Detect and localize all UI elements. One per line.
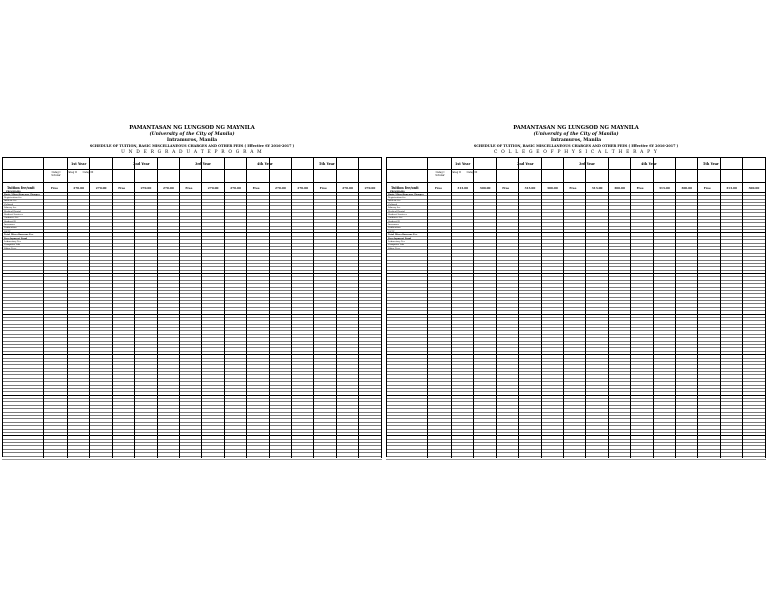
year-1-label: 1st Year: [71, 162, 87, 166]
year-header-row: [3, 158, 381, 170]
row-label: Cultural: [4, 202, 14, 206]
schedule-title: SCHEDULE OF TUITION, BASIC MISCELLANEOUS CHARGES AND OTHER FEES ( Effective SY 2016-2017 ): [473, 143, 679, 148]
category-3: Categ III: [82, 171, 94, 174]
row-label: Total Miscellaneous Fee: [388, 233, 418, 237]
year-3-label: 3rd Year: [195, 162, 211, 166]
university-location: Intramuros, Manila: [550, 137, 602, 143]
column-rule: [336, 158, 337, 458]
row-label: Laboratory Fee: [388, 239, 405, 243]
row-label: Library fee: [4, 206, 17, 210]
tuition-value: Free: [51, 186, 58, 190]
row-label: Medical/Dental: [388, 209, 405, 213]
row-label: Registration fee: [388, 195, 406, 199]
fee-schedule-right: [384, 0, 768, 594]
row-label: Student Services: [388, 212, 407, 216]
row-label: Library fee: [388, 206, 401, 210]
tuition-value: Free: [636, 186, 644, 190]
column-rule: [269, 158, 270, 458]
tuition-label: Tuition fee/unit: [391, 186, 419, 190]
fee-table: [2, 157, 382, 457]
column-rule: [585, 158, 586, 458]
column-rule: [201, 158, 202, 458]
year-2-label: 2nd Year: [133, 162, 150, 166]
tuition-value: 270.00: [73, 186, 85, 190]
year-3-label: 3rd Year: [579, 162, 595, 166]
column-rule: [179, 158, 180, 458]
tuition-value: 313.00: [457, 186, 469, 190]
tuition-value: 270.00: [364, 186, 376, 190]
tuition-value: Free: [185, 186, 193, 190]
tuition-value: 313.00: [659, 186, 670, 190]
fee-rows: [387, 193, 765, 458]
tuition-row: [3, 183, 381, 193]
table-row: [3, 453, 381, 456]
tuition-value: Free: [703, 186, 711, 190]
year-1-label: 1st Year: [455, 162, 471, 166]
category-1: Categ I Scholar: [435, 171, 445, 177]
column-rule: [43, 158, 44, 458]
tuition-value: Free: [569, 186, 577, 190]
category-2: Categ II: [67, 171, 77, 174]
tuition-value: Free: [319, 186, 327, 190]
row-label: Laboratory Fee: [4, 239, 21, 243]
column-rule: [697, 158, 698, 458]
year-5-label: 5th Year: [319, 162, 335, 166]
row-label: Development Fund: [4, 236, 28, 240]
tuition-value: 300.00: [547, 186, 558, 190]
column-rule: [224, 158, 225, 458]
column-rule: [451, 158, 452, 458]
column-rule: [381, 158, 382, 458]
year-5-label: 5th Year: [703, 162, 719, 166]
page-footer-line: [2, 459, 382, 460]
tuition-value: 270.00: [297, 186, 309, 190]
tuition-row: [387, 183, 765, 193]
column-rule: [358, 158, 359, 458]
row-label: Publication: [388, 226, 401, 230]
row-label: Development Fund: [388, 236, 412, 240]
column-rule: [653, 158, 654, 458]
row-label: Insurance: [388, 223, 400, 227]
tuition-value: Free: [435, 186, 442, 190]
row-label: Athletic fee: [388, 199, 401, 203]
university-name: PAMANTASAN NG LUNGSOD NG MAYNILA: [513, 125, 639, 131]
row-label: Student ID: [388, 219, 401, 223]
column-rule: [765, 158, 766, 458]
row-label: Basic Miscellaneous Charges: [4, 192, 40, 196]
tuition-value: Free: [502, 186, 510, 190]
column-rule: [246, 158, 247, 458]
row-label: Medical/Dental: [4, 209, 21, 213]
university-location: Intramuros, Manila: [166, 137, 218, 143]
column-rule: [563, 158, 564, 458]
column-rule: [742, 158, 743, 458]
column-rule: [291, 158, 292, 458]
row-label: Guidance fee: [388, 216, 403, 220]
tuition-value: 270.00: [230, 186, 241, 190]
column-rule: [630, 158, 631, 458]
university-english-name: (University of the City of Manila): [533, 131, 619, 137]
column-rule: [157, 158, 158, 458]
tuition-value: Free: [118, 186, 126, 190]
tuition-value: 270.00: [275, 186, 286, 190]
row-label: Basic Miscellaneous Charges: [388, 192, 424, 196]
tuition-label: Tuition fee/unit: [7, 186, 35, 190]
tuition-value: 313.00: [726, 186, 737, 190]
row-label: Registration fee: [4, 195, 22, 199]
column-rule: [112, 158, 113, 458]
program-title: C O L L E G E O F P H Y S I C A L T H E R A P Y: [493, 150, 658, 155]
row-label: Computer Lab: [4, 243, 20, 247]
tuition-value: 300.00: [748, 186, 760, 190]
row-label: Student Services: [4, 212, 23, 216]
year-4-label: 4th Year: [641, 162, 657, 166]
tuition-value: 270.00: [163, 186, 174, 190]
tuition-value: 300.00: [614, 186, 625, 190]
tuition-value: 313.00: [591, 186, 603, 190]
column-rule: [675, 158, 676, 458]
university-name: PAMANTASAN NG LUNGSOD NG MAYNILA: [129, 125, 255, 131]
year-header-row: [387, 158, 765, 170]
row-label: Other Fees: [388, 246, 401, 250]
column-rule: [541, 158, 542, 458]
row-label: Insurance: [4, 223, 16, 227]
category-3: Categ III: [466, 171, 478, 174]
category-header-row: [387, 170, 765, 183]
row-label: Total Miscellaneous Fee: [4, 233, 34, 237]
tuition-value: 300.00: [479, 186, 491, 190]
category-2: Categ II: [451, 171, 461, 174]
column-rule: [473, 158, 474, 458]
fee-rows: [3, 193, 381, 458]
schedule-title: SCHEDULE OF TUITION, BASIC MISCELLANEOUS CHARGES AND OTHER FEES ( Effective SY 2016-2017 ): [89, 143, 295, 148]
category-header-row: [3, 170, 381, 183]
tuition-value: 313.00: [524, 186, 536, 190]
tuition-value: 270.00: [207, 186, 219, 190]
row-label: Publication: [4, 226, 17, 230]
row-label: Student ID: [4, 219, 17, 223]
row-label: NSTP: [4, 229, 11, 233]
column-rule: [720, 158, 721, 458]
category-1: Categ I Scholar: [51, 171, 61, 177]
table-row: [387, 453, 765, 456]
row-label: Cultural: [388, 202, 398, 206]
column-rule: [496, 158, 497, 458]
tuition-value: 270.00: [95, 186, 107, 190]
tuition-value: 270.00: [342, 186, 353, 190]
column-rule: [134, 158, 135, 458]
university-english-name: (University of the City of Manila): [149, 131, 235, 137]
row-label: Computer Lab: [388, 243, 404, 247]
programs-label: PROGRAMS: [6, 190, 21, 193]
column-rule: [427, 158, 428, 458]
column-rule: [518, 158, 519, 458]
page-footer-line: [386, 459, 766, 460]
tuition-value: 300.00: [681, 186, 693, 190]
column-rule: [67, 158, 68, 458]
programs-label: PROGRAMS: [390, 190, 405, 193]
tuition-value: Free: [252, 186, 260, 190]
tuition-value: 270.00: [140, 186, 152, 190]
row-label: Other Fees: [4, 246, 17, 250]
row-label: NSTP: [388, 229, 395, 233]
program-title: U N D E R G R A D U A T E P R O G R A M: [121, 150, 263, 155]
column-rule: [89, 158, 90, 458]
column-rule: [608, 158, 609, 458]
column-rule: [313, 158, 314, 458]
fee-table: [386, 157, 766, 457]
row-label: Athletic fee: [4, 199, 17, 203]
row-label: Guidance fee: [4, 216, 19, 220]
year-4-label: 4th Year: [257, 162, 273, 166]
year-2-label: 2nd Year: [517, 162, 534, 166]
